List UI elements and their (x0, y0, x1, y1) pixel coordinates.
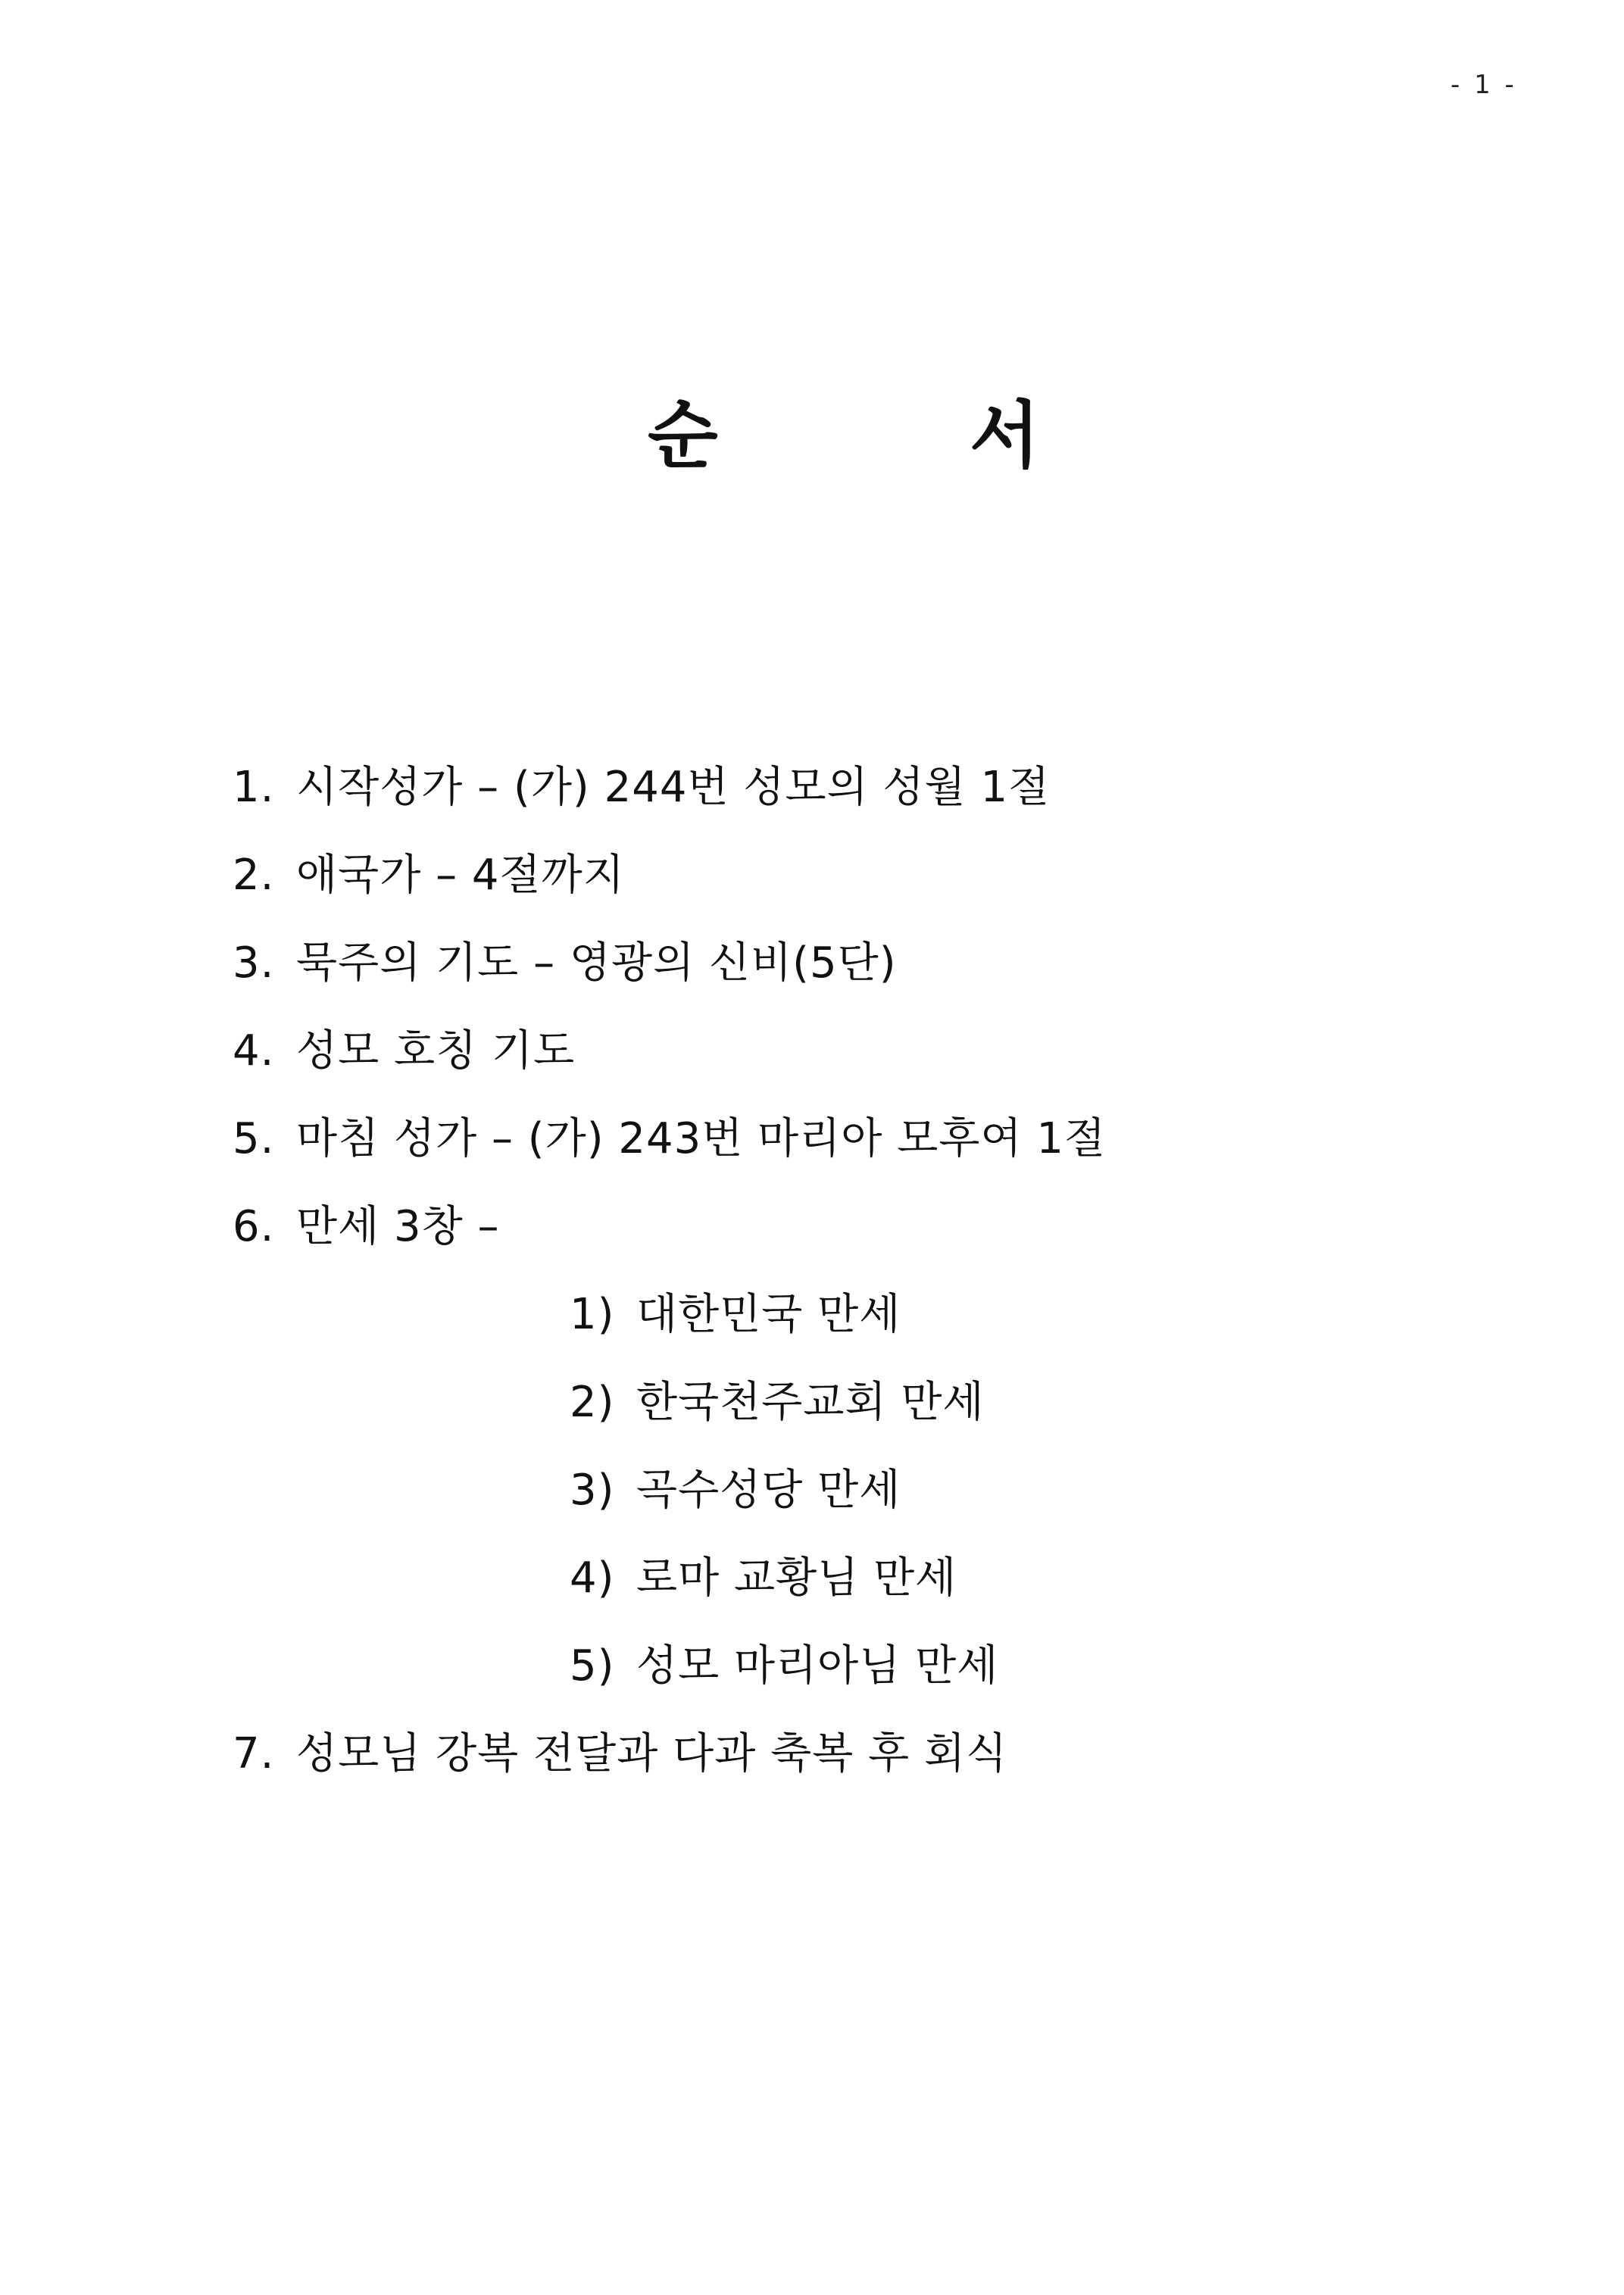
page-number: - 1 - (1451, 70, 1517, 100)
title-char-second: 서 (970, 393, 1040, 478)
list-item-text: 만세 3창 – (296, 1202, 500, 1251)
sub-item-number: 4) (570, 1553, 615, 1603)
list-item-5 (233, 1113, 1106, 1166)
sub-item-text: 곡수성당 만세 (636, 1466, 901, 1515)
sub-item-number: 3) (570, 1466, 615, 1515)
list-item-number: 6. (233, 1202, 275, 1251)
list-item-number: 5. (233, 1114, 275, 1163)
sub-item-4 (570, 1552, 957, 1605)
list-item-number: 7. (233, 1729, 275, 1778)
list-item-2 (233, 849, 625, 902)
sub-item-text: 한국천주교회 만세 (636, 1378, 985, 1427)
list-item-number: 2. (233, 851, 275, 900)
list-item-text: 마침 성가 – (가) 243번 마리아 모후여 1절 (296, 1114, 1107, 1163)
list-item-number: 1. (233, 763, 275, 812)
list-item-text: 성모 호칭 기도 (296, 1026, 576, 1076)
page-title (0, 394, 1624, 477)
sub-item-3 (570, 1464, 901, 1517)
list-item-text: 묵주의 기도 – 영광의 신비(5단) (296, 938, 897, 988)
sub-item-1 (570, 1288, 901, 1341)
sub-item-text: 성모 마리아님 만세 (636, 1641, 999, 1691)
list-item-3 (233, 937, 897, 990)
list-item-7 (233, 1728, 1007, 1781)
list-item-6 (233, 1201, 500, 1254)
sub-item-2 (570, 1376, 985, 1429)
list-item-1 (233, 761, 1050, 814)
sub-item-number: 1) (570, 1290, 615, 1339)
sub-item-5 (570, 1640, 998, 1693)
list-item-text: 시작성가 – (가) 244번 성모의 성월 1절 (296, 763, 1051, 812)
sub-item-number: 5) (570, 1641, 615, 1691)
list-item-text: 애국가 – 4절까지 (296, 851, 625, 900)
list-item-text: 성모님 강복 전달과 다과 축복 후 회식 (296, 1729, 1008, 1778)
title-char-first: 순 (648, 393, 718, 478)
sub-item-text: 로마 교황님 만세 (636, 1553, 957, 1603)
sub-item-number: 2) (570, 1378, 615, 1427)
list-item-4 (233, 1025, 575, 1078)
list-item-number: 4. (233, 1026, 275, 1076)
sub-item-text: 대한민국 만세 (636, 1290, 901, 1339)
list-item-number: 3. (233, 938, 275, 988)
